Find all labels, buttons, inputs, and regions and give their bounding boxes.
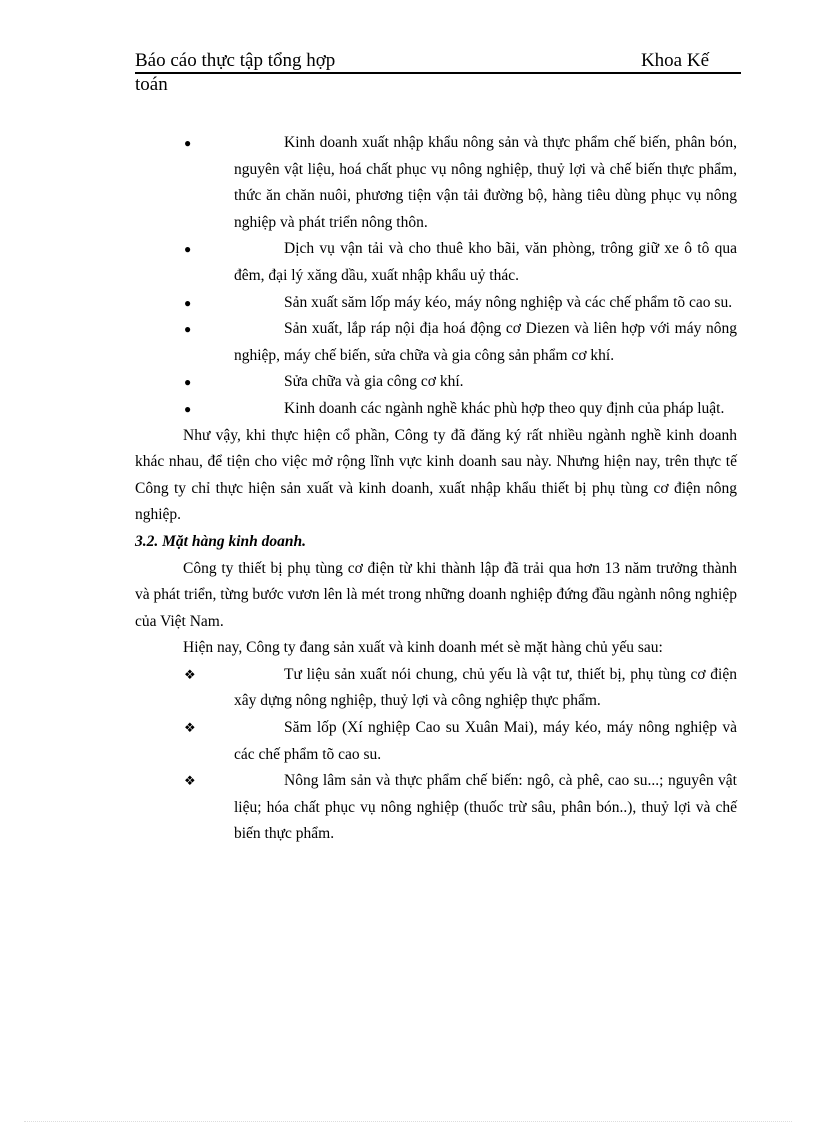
list-item: ● Kinh doanh các ngành nghề khác phù hợp theo quy định của pháp luật.	[234, 396, 737, 423]
list-item: ● Sản xuất săm lốp máy kéo, máy nông nghiệp và các chế phẩm tõ cao su.	[234, 290, 737, 317]
list-item: ● Sửa chữa và gia công cơ khí.	[234, 369, 737, 396]
paragraph: Công ty thiết bị phụ tùng cơ điện từ khi thành lập đã trải qua hơn 13 năm trưởng thành và phát triển, từng bước vươn lên là mét trong những doanh nghiệp đứng đầu ngành nông nghiệp của Việt Nam.	[135, 559, 737, 630]
report-title: Báo cáo thực tập tổng hợp	[135, 50, 336, 71]
department-label-continued: toán	[135, 74, 168, 95]
list-item: ● Kinh doanh xuất nhập khẩu nông sản và thực phẩm chế biến, phân bón, nguyên vật liệu, hoá chất phục vụ nông nghiệp, thuỷ lợi và chế biến thực phẩm, thức ăn chăn nuôi, phương tiện vận tải đường bộ, hàng tiêu dùng phục vụ nông nghiệp và phát triển nông thôn.	[234, 130, 737, 236]
bullet-icon: ●	[184, 242, 192, 257]
diamond-bullet-icon: ❖	[184, 666, 196, 682]
diamond-bullet-icon: ❖	[184, 720, 196, 736]
bullet-icon: ●	[184, 401, 192, 416]
bullet-icon: ●	[184, 295, 192, 310]
list-item: ❖ Nông lâm sản và thực phẩm chế biến: ngô, cà phê, cao su...; nguyên vật liệu; hóa chất phục vụ nông nghiệp (thuốc trừ sâu, phân bón..), thuỷ lợi và chế biến thực phẩm.	[234, 768, 737, 848]
bullet-icon: ●	[184, 375, 192, 390]
list-item: ❖ Săm lốp (Xí nghiệp Cao su Xuân Mai), máy kéo, máy nông nghiệp và các chế phẩm tõ cao su.	[234, 715, 737, 768]
page-header	[135, 50, 741, 96]
document-body	[135, 130, 737, 848]
page-bottom-border	[24, 1121, 792, 1122]
diamond-bullet-icon: ❖	[184, 773, 196, 789]
list-item: ❖ Tư liệu sản xuất nói chung, chủ yếu là vật tư, thiết bị, phụ tùng cơ điện xây dựng nông nghiệp, thuỷ lợi và công nghiệp thực phẩm.	[234, 662, 737, 715]
list-item: ● Dịch vụ vận tải và cho thuê kho bãi, văn phòng, trông giữ xe ô tô qua đêm, đại lý xăng dầu, xuất nhập khẩu uỷ thác.	[234, 236, 737, 289]
bullet-icon: ●	[184, 322, 192, 337]
paragraph: Hiện nay, Công ty đang sản xuất và kinh doanh mét sè mặt hàng chủ yếu sau:	[183, 639, 663, 657]
bullet-icon: ●	[184, 136, 192, 150]
section-heading: 3.2. Mặt hàng kinh doanh.	[135, 532, 306, 550]
paragraph: Như vậy, khi thực hiện cổ phần, Công ty đã đăng ký rất nhiều ngành nghề kinh doanh khác nhau, để tiện cho việc mở rộng lĩnh vực kinh doanh sau này. Nhưng hiện nay, trên thực tế Công ty chỉ thực hiện sản xuất và kinh doanh, xuất nhập khẩu thiết bị phụ tùng cơ điện nông nghiệp.	[135, 426, 737, 524]
list-item: ● Sản xuất, lắp ráp nội địa hoá động cơ Diezen và liên hợp với máy nông nghiệp, máy chế biến, sửa chữa và gia công sản phẩm cơ khí.	[234, 316, 737, 369]
header-row	[135, 50, 741, 74]
department-label: Khoa Kế	[640, 50, 709, 71]
